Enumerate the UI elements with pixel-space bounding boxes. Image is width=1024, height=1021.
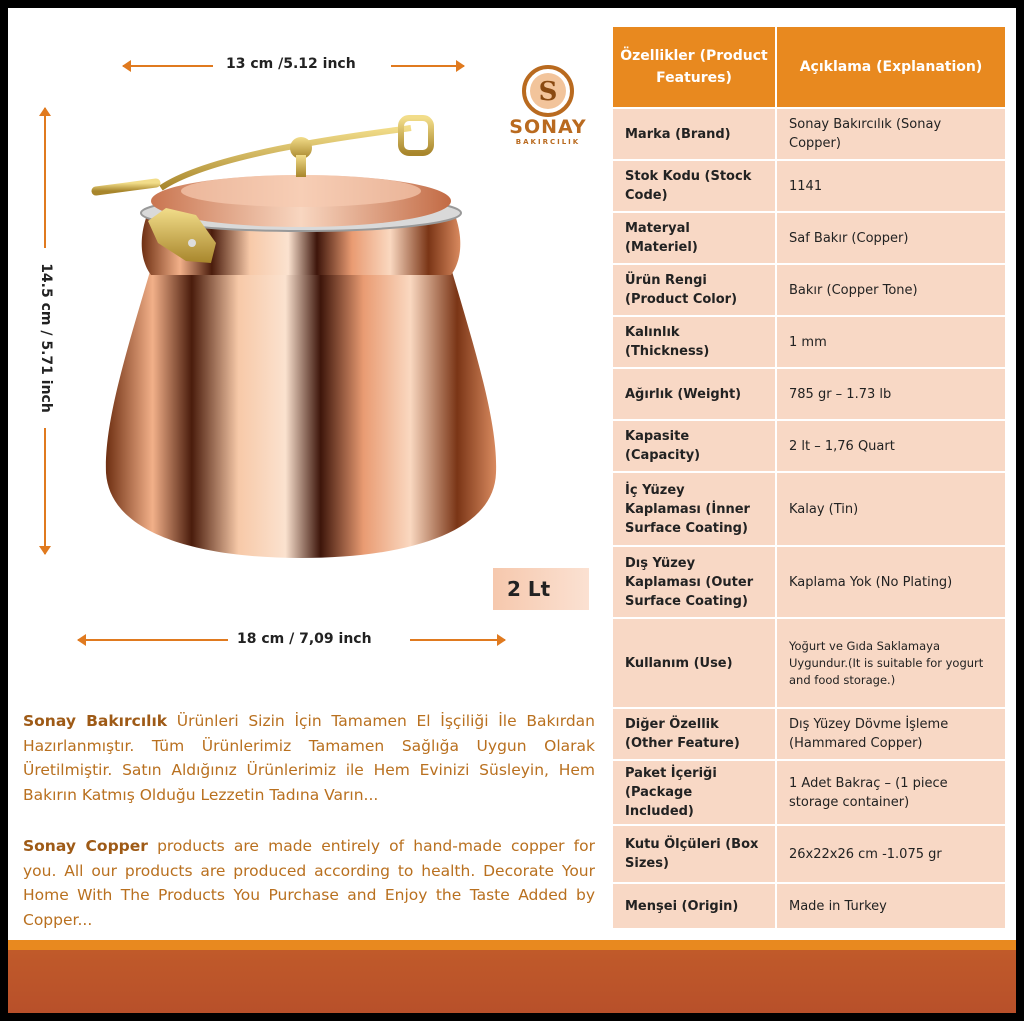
- footer-bar: [8, 950, 1016, 1013]
- top-width-arrow-right: [391, 65, 464, 67]
- height-arrow-top: [44, 108, 46, 248]
- row-key: Marka (Brand): [613, 109, 775, 159]
- height-label: 14.5 cm / 5.71 inch: [38, 263, 54, 413]
- table-row: [613, 421, 1005, 471]
- header-explanation: Açıklama (Explanation): [777, 27, 1005, 107]
- table-row: [613, 213, 1005, 263]
- row-key: Ürün Rengi (Product Color): [613, 265, 775, 315]
- row-key: İç Yüzey Kaplaması (İnner Surface Coating): [613, 473, 775, 545]
- row-key: Materyal (Materiel): [613, 213, 775, 263]
- row-value: Yoğurt ve Gıda Saklamaya Uygundur.(It is suitable for yogurt and food storage.): [777, 619, 1005, 707]
- table-header-row: [613, 27, 1005, 107]
- height-arrow-bottom: [44, 428, 46, 554]
- row-key: Paket İçeriği (Package Included): [613, 761, 775, 824]
- row-value: Kaplama Yok (No Plating): [777, 547, 1005, 617]
- table-row: [613, 709, 1005, 759]
- logo-emblem-icon: [521, 64, 575, 118]
- row-value: 1141: [777, 161, 1005, 211]
- description-tr-brand: Sonay Bakırcılık: [23, 712, 168, 730]
- brand-logo: [498, 64, 598, 146]
- table-row: [613, 317, 1005, 367]
- row-value: 785 gr – 1.73 lb: [777, 369, 1005, 419]
- logo-name: SONAY: [509, 116, 587, 138]
- description-en-brand: Sonay Copper: [23, 837, 148, 855]
- row-key: Kapasite (Capacity): [613, 421, 775, 471]
- bottom-width-label: 18 cm / 7,09 inch: [237, 631, 372, 647]
- row-value: 26x22x26 cm -1.075 gr: [777, 826, 1005, 882]
- top-width-label: 13 cm /5.12 inch: [226, 56, 356, 72]
- row-value: Bakır (Copper Tone): [777, 265, 1005, 315]
- table-row: [613, 109, 1005, 159]
- logo-subtitle: BAKIRCILIK: [515, 138, 581, 146]
- copper-pot-image: [76, 103, 526, 568]
- description-turkish: [23, 709, 595, 807]
- row-key: Kutu Ölçüleri (Box Sizes): [613, 826, 775, 882]
- description-english: [23, 834, 595, 932]
- row-key: Kalınlık (Thickness): [613, 317, 775, 367]
- table-row: [613, 369, 1005, 419]
- row-key: Menşei (Origin): [613, 884, 775, 928]
- product-features-table: [611, 25, 1007, 930]
- row-value: 1 Adet Bakraç – (1 piece storage container): [777, 761, 1005, 824]
- product-info-sheet: [8, 8, 1016, 1013]
- table-row: [613, 619, 1005, 707]
- row-value: Saf Bakır (Copper): [777, 213, 1005, 263]
- row-value: 1 mm: [777, 317, 1005, 367]
- row-value: Made in Turkey: [777, 884, 1005, 928]
- description-tr-text: Ürünleri Sizin İçin Tamamen El İşçiliği İle Bakırdan Hazırlanmıştır. Tüm Ürünlerimiz Tamamen Sağlığa Uygun Olarak Üretilmiştir. Satın Aldığınız Ürünlerimiz ile Hem Evinizi Süsleyin, Hem Bakırın Katmış Olduğu Lezzetin Tadına Varın...: [23, 712, 595, 804]
- row-value: Sonay Bakırcılık (Sonay Copper): [777, 109, 1005, 159]
- footer-accent-band: [8, 940, 1016, 950]
- header-features: Özellikler (Product Features): [613, 27, 775, 107]
- table-row: [613, 161, 1005, 211]
- top-width-arrow-left: [123, 65, 213, 67]
- table-row: [613, 826, 1005, 882]
- table-row: [613, 473, 1005, 545]
- table-row: [613, 547, 1005, 617]
- bottom-width-arrow-right: [410, 639, 505, 641]
- row-key: Dış Yüzey Kaplaması (Outer Surface Coating): [613, 547, 775, 617]
- table-row: [613, 761, 1005, 824]
- row-key: Kullanım (Use): [613, 619, 775, 707]
- logo-monogram: S: [538, 77, 558, 107]
- row-key: Stok Kodu (Stock Code): [613, 161, 775, 211]
- table-row: [613, 265, 1005, 315]
- row-value: Dış Yüzey Dövme İşleme (Hammared Copper): [777, 709, 1005, 759]
- table-row: [613, 884, 1005, 928]
- description-en-text: products are made entirely of hand-made copper for you. All our products are produced according to health. Decorate Your Home With The Products You Purchase and Enjoy the Taste Added by Copper...: [23, 837, 595, 929]
- row-value: Kalay (Tin): [777, 473, 1005, 545]
- row-value: 2 lt – 1,76 Quart: [777, 421, 1005, 471]
- row-key: Ağırlık (Weight): [613, 369, 775, 419]
- row-key: Diğer Özellik (Other Feature): [613, 709, 775, 759]
- capacity-badge: 2 Lt: [493, 568, 589, 610]
- bottom-width-arrow-left: [78, 639, 228, 641]
